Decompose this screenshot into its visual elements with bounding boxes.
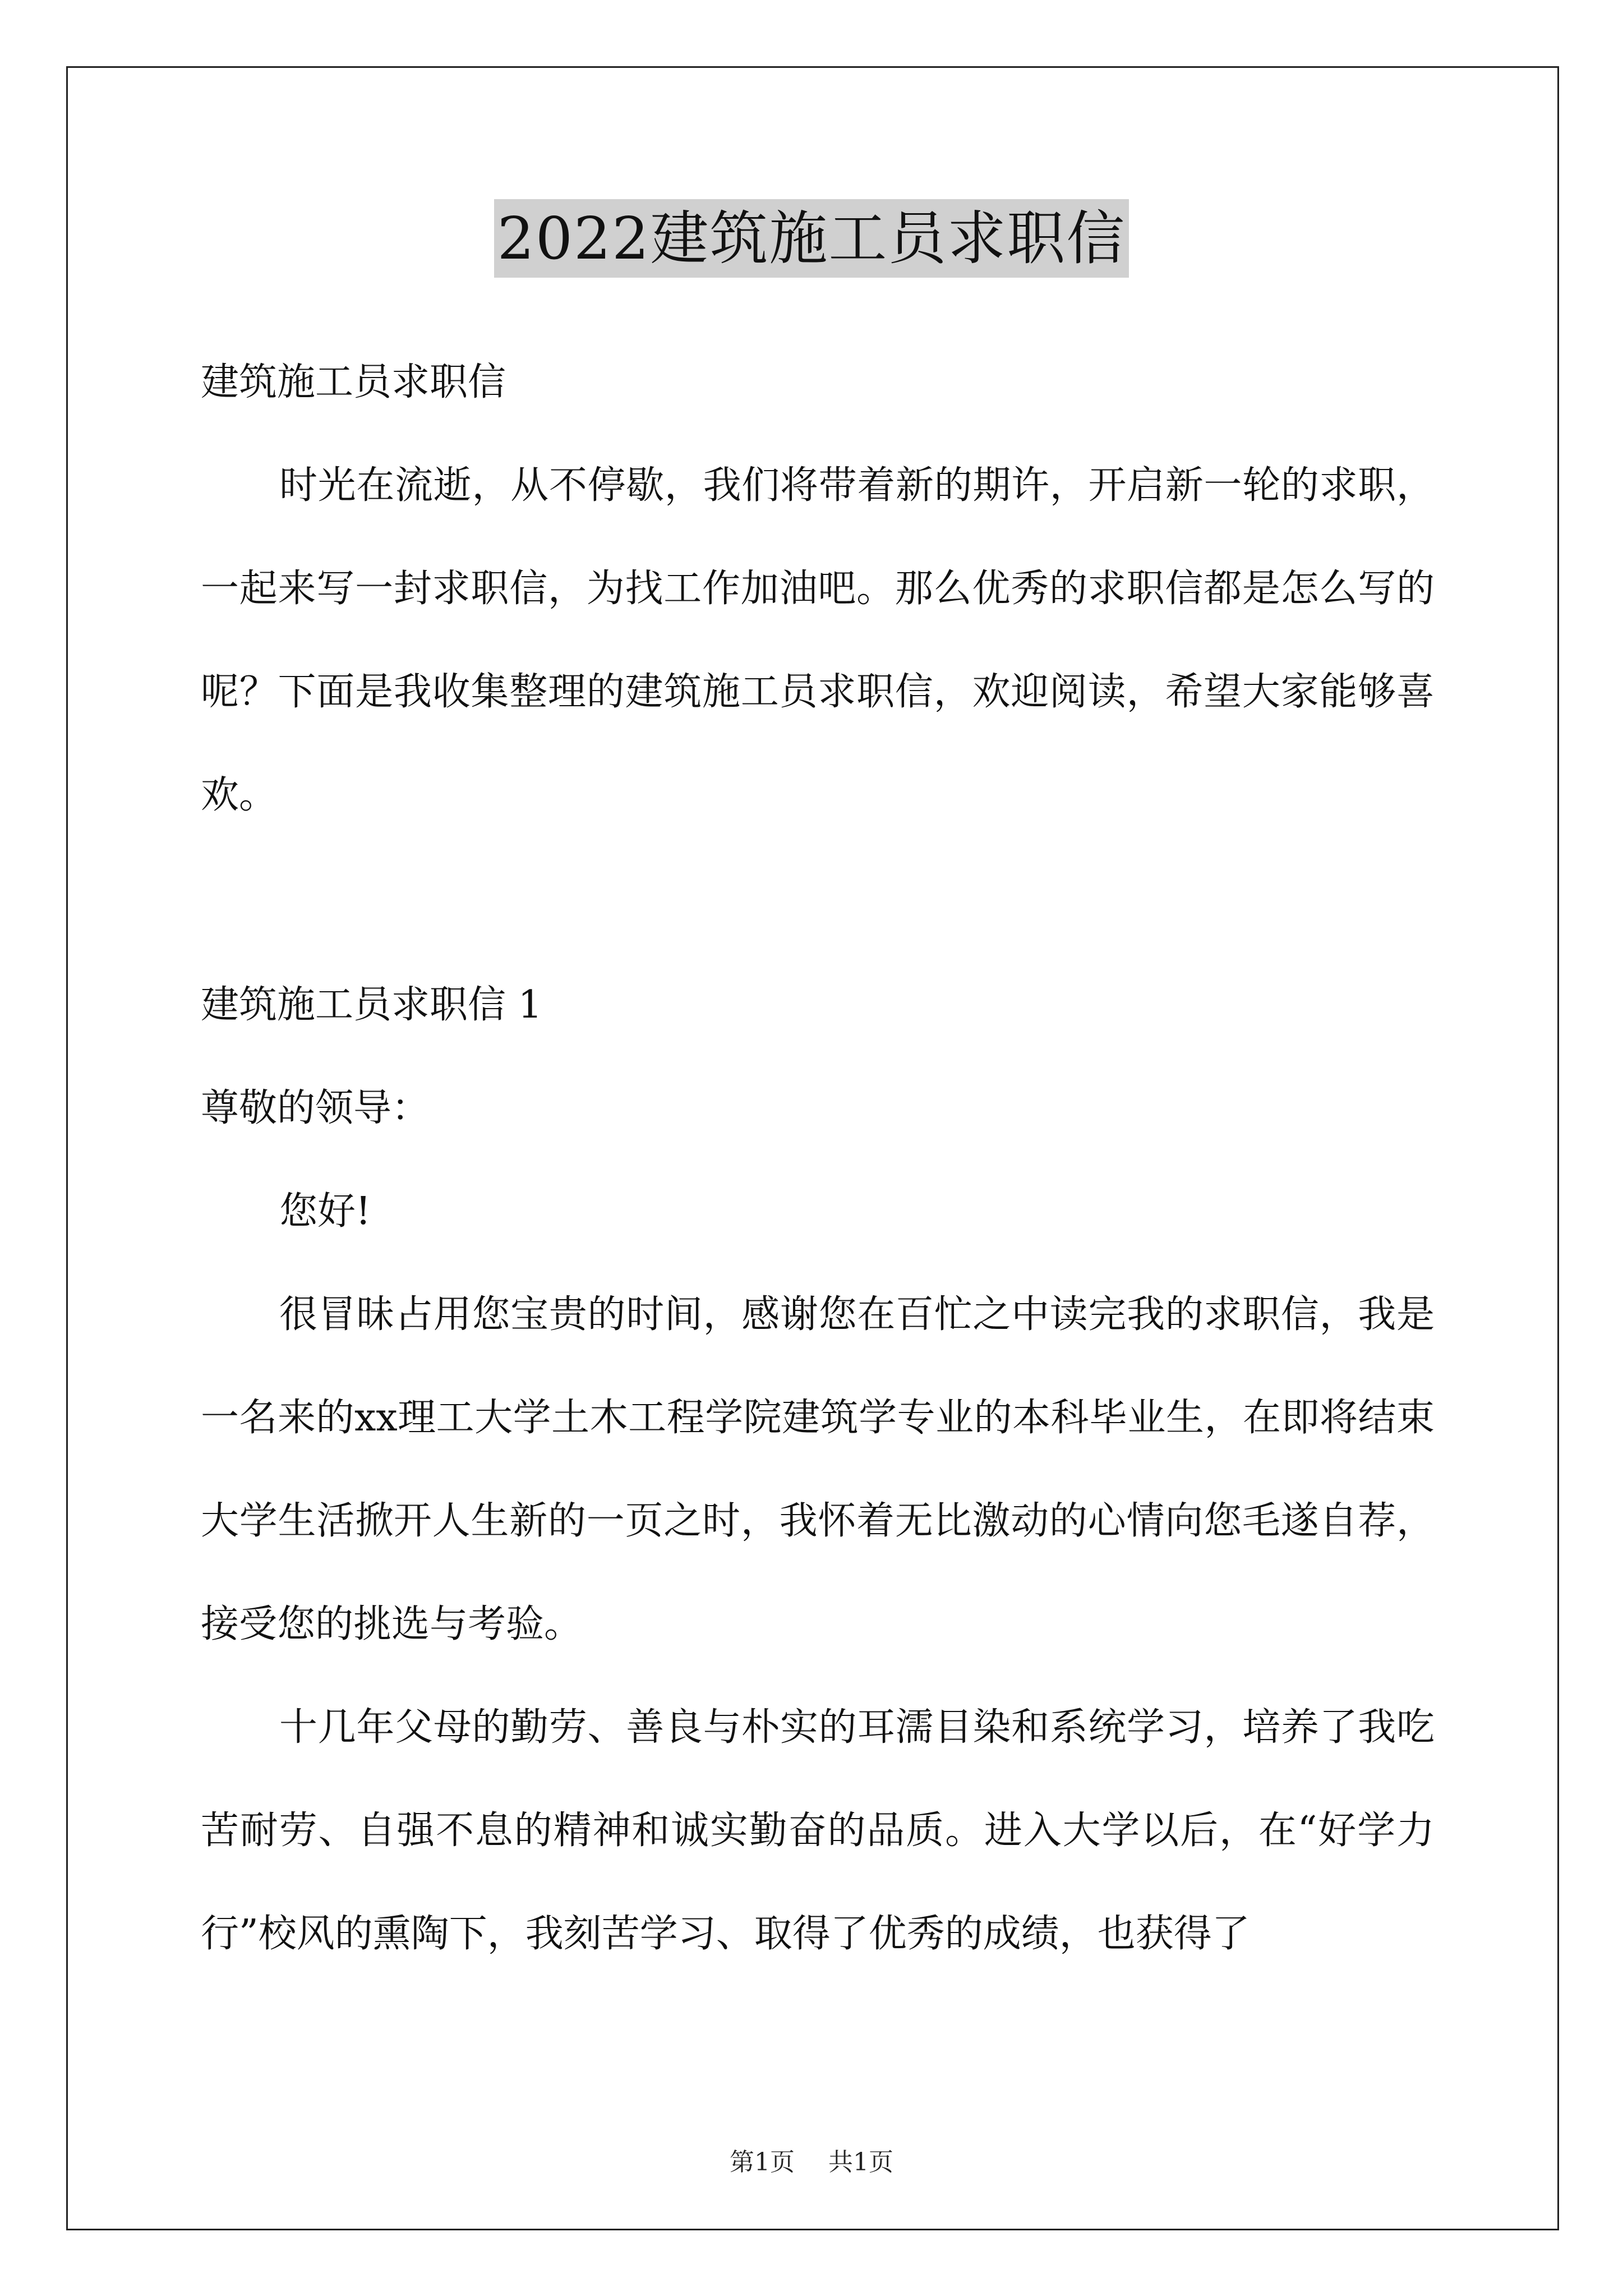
- salutation: 尊敬的领导：: [201, 1086, 430, 1130]
- document-title: 2022建筑施工员求职信: [494, 199, 1129, 278]
- page-number-total: 共1页: [828, 2148, 893, 2177]
- intro-paragraph: 时光在流逝，从不停歇，我们将带着新的期许，开启新一轮的求职，一起来写一封求职信，为找工作加油吧。那么优秀的求职信都是怎么写的呢？下面是我收集整理的建筑施工员求职信，欢迎阅读，希望大家能够喜欢。: [201, 463, 1435, 817]
- greeting: 您好!: [279, 1189, 371, 1234]
- title-container: [0, 199, 1623, 278]
- section-spacer: [201, 847, 1435, 954]
- document-subtitle: 建筑施工员求职信: [201, 360, 506, 404]
- document-body: [201, 331, 1435, 1986]
- page-number-current: 第1页: [730, 2148, 795, 2177]
- body-paragraph-2: 十几年父母的勤劳、善良与朴实的耳濡目染和系统学习，培养了我吃苦耐劳、自强不息的精神和诚实勤奋的品质。进入大学以后，在“好学力行”校风的熏陶下，我刻苦学习、取得了优秀的成绩，也获得了: [201, 1705, 1435, 1956]
- body-paragraph-1: 很冒昧占用您宝贵的时间，感谢您在百忙之中读完我的求职信，我是一名来的xx理工大学土木工程学院建筑学专业的本科毕业生，在即将结束大学生活掀开人生新的一页之时，我怀着无比激动的心情向您毛遂自荐，接受您的挑选与考验。: [201, 1292, 1435, 1646]
- page-footer: [0, 2142, 1623, 2178]
- section-heading: 建筑施工员求职信 1: [201, 983, 542, 1027]
